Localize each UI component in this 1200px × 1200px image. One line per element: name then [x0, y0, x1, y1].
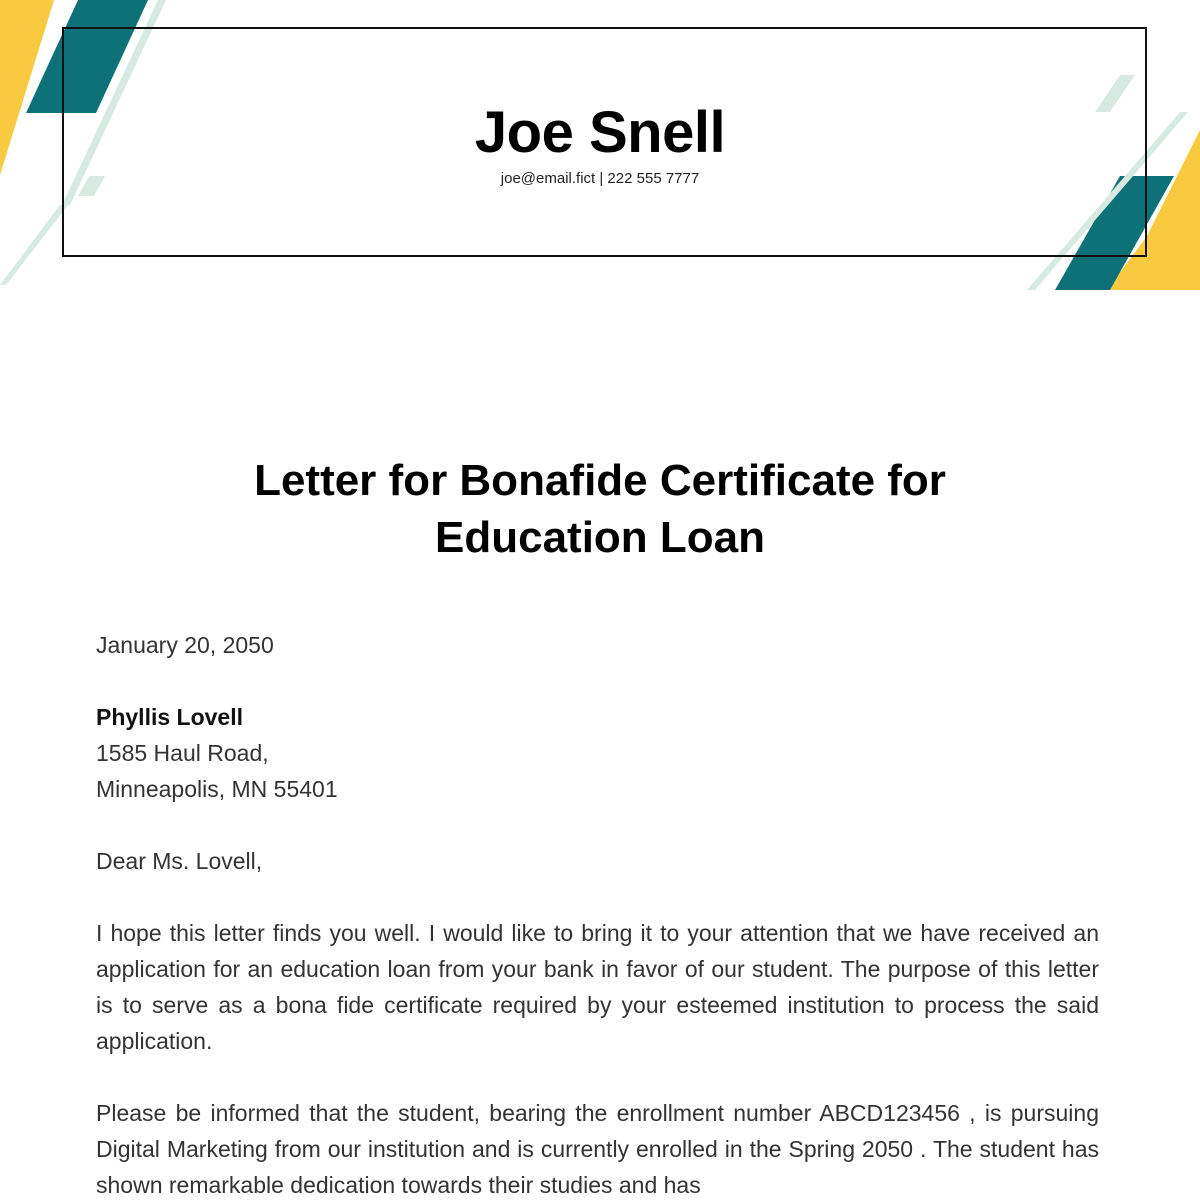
- decor-mint-line-left-2: [0, 205, 68, 285]
- letter-date: January 20, 2050: [96, 632, 274, 658]
- body-paragraph-2: Please be informed that the student, bearing the enrollment number ABCD123456 , is pursuing Digital Marketing from our institution and is currently enrolled in the Spring 2050 . The student has shown remarkable dedication towards their studies and has: [96, 1100, 1099, 1198]
- recipient-address-line1: 1585 Haul Road,: [96, 740, 269, 766]
- sender-contact: joe@email.fict | 222 555 7777: [500, 170, 700, 187]
- document-title: Letter for Bonafide Certificate for Education Loan: [254, 456, 946, 562]
- body-paragraph-1: I hope this letter finds you well. I would like to bring it to your attention that we have received an application for an education loan from your bank in favor of our student. The purpose of this letter is to serve as a bona fide certificate required by your esteemed institution to process the said application.: [96, 920, 1099, 1054]
- sender-name: Joe Snell: [474, 100, 726, 165]
- recipient-address-line2: Minneapolis, MN 55401: [96, 776, 338, 802]
- salutation: Dear Ms. Lovell,: [96, 848, 263, 874]
- recipient-name: Phyllis Lovell: [96, 704, 243, 730]
